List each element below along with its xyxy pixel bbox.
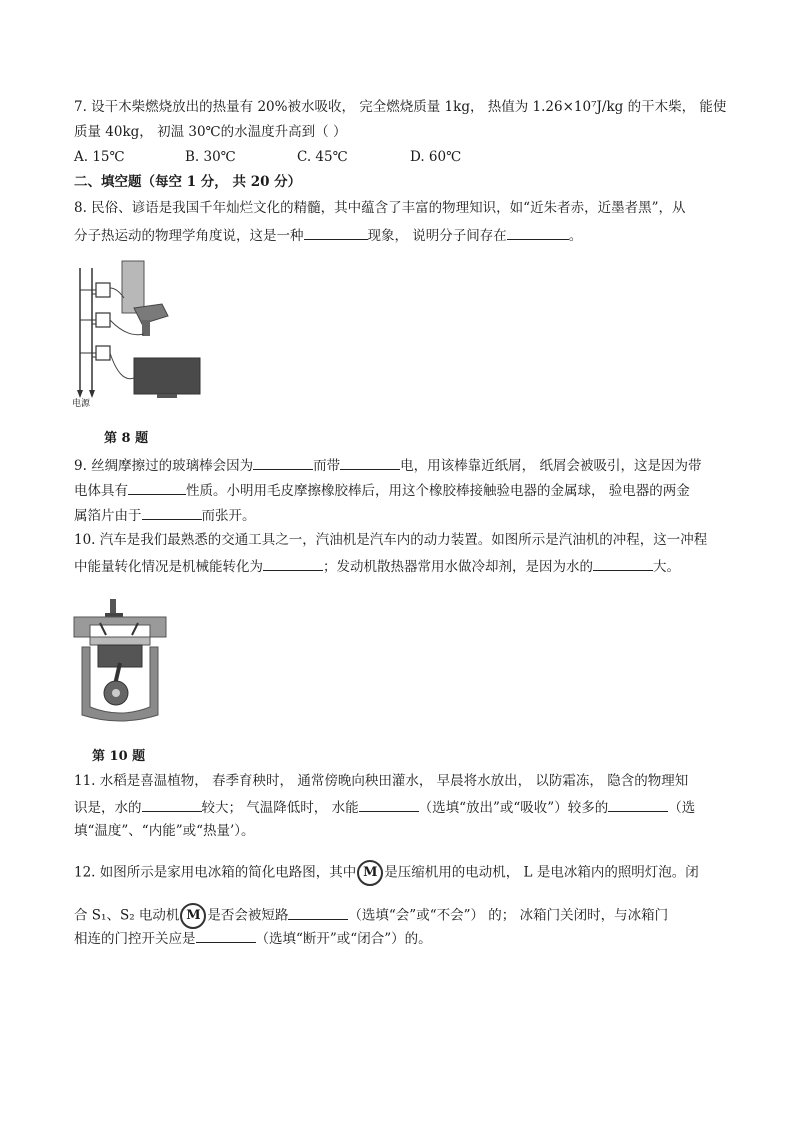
q11-text-a: 识是，水的 (74, 800, 142, 816)
q11-text-b: 较大； 气温降低时， 水能 (201, 800, 359, 816)
q12-text-e: （选填“会”或“不会”） 的； 冰箱门关闭时，与冰箱门 (348, 907, 669, 924)
q9-line1 (74, 455, 701, 475)
q12-text-a: 12. 如图所示是家用电冰箱的简化电路图，其中 (74, 864, 357, 881)
q9-text-f: 属箔片由于 (74, 508, 142, 524)
motor-symbol: M (180, 903, 206, 929)
q9-blank-1[interactable] (253, 455, 313, 470)
q9-blank-2[interactable] (340, 455, 400, 470)
q11-text-c: （选填“放出”或“吸收”）较多的 (418, 800, 609, 816)
q8-text-b: 现象， 说明分子间存在 (367, 228, 507, 244)
section-title: 二、填空题（每空 1 分， 共 20 分） (74, 174, 302, 190)
q12-text-c: 合 S₁、S₂ 电动机 (74, 907, 180, 924)
q12-text-f: 相连的门控开关应是 (74, 931, 196, 947)
q11-text-d: （选 (668, 800, 696, 816)
q10-text-a: 中能量转化情况是机械能转化为 (74, 559, 263, 575)
q10-text-b: ；发动机散热器常用水做冷却剂，是因为水的 (323, 559, 593, 575)
q7-option-b: B. 30℃ (185, 149, 236, 165)
q7-option-d: D. 60℃ (410, 149, 462, 165)
figure-10-caption: 第 10 题 (92, 749, 146, 764)
q8-line2 (74, 225, 582, 245)
q11-line1: 11. 水稻是喜温植物， 春季育秧时， 通常傍晚向秧田灌水， 早晨将水放出， 以防霜冻， 隐含的物理知 (74, 773, 689, 789)
q11-blank-3[interactable] (608, 797, 668, 812)
q9-blank-4[interactable] (142, 505, 202, 520)
q9-text-b: 而带 (313, 458, 341, 474)
q7-line1: 7. 设干木柴燃烧放出的热量有 20%被水吸收， 完全燃烧质量 1kg， 热值为 1.26×10⁷J/kg 的干木柴， 能使 (74, 99, 727, 115)
figure-10-engine (70, 597, 170, 722)
q8-blank-1[interactable] (304, 225, 368, 240)
q11-line3: 填“温度”、“内能”或“热量’）。 (74, 823, 255, 839)
q7-line2: 质量 40kg， 初温 30℃的水温度升高到（ ） (74, 124, 347, 140)
q9-text-c: 电，用该棒靠近纸屑， 纸屑会被吸引，这是因为带 (400, 458, 702, 474)
q10-blank-1[interactable] (263, 556, 323, 571)
q8-line1: 8. 民俗、谚语是我国千年灿烂文化的精髓，其中蕴含了丰富的物理知识，如“近朱者赤，近墨者黑”，从 (74, 200, 686, 216)
q10-blank-2[interactable] (593, 556, 653, 571)
q9-text-d: 电体具有 (74, 483, 128, 499)
q12-text-d: 是否会被短路 (207, 907, 289, 924)
q10-text-c: 大。 (653, 559, 680, 575)
q7-option-c: C. 45℃ (297, 149, 348, 165)
q9-line3 (74, 505, 256, 525)
q8-blank-2[interactable] (507, 225, 569, 240)
motor-symbol: M (357, 860, 383, 886)
q9-text-a: 9. 丝绸摩擦过的玻璃棒会因为 (74, 458, 254, 474)
q9-text-e: 性质。小明用毛皮摩擦橡胶棒后，用这个橡胶棒接触验电器的金属球， 验电器的两金 (186, 483, 690, 499)
q12-blank-1[interactable] (288, 905, 348, 920)
q9-text-g: 而张开。 (201, 508, 256, 524)
q12-blank-2[interactable] (196, 928, 256, 943)
q11-line2 (74, 797, 695, 817)
q11-blank-2[interactable] (359, 797, 419, 812)
figure-8-power-label: 电源 (72, 399, 91, 409)
q10-line1: 10. 汽车是我们最熟悉的交通工具之一，汽油机是汽车内的动力装置。如图所示是汽油机的冲程，这一冲程 (74, 532, 708, 548)
q12-text-b: 是压缩机用的电动机， L 是电冰箱内的照明灯泡。闭 (384, 864, 699, 881)
q9-blank-3[interactable] (128, 480, 186, 495)
figure-8-circuit (72, 258, 212, 408)
figure-8-caption: 第 8 题 (104, 431, 149, 446)
q12-text-g: （选填“断开”或“闭合”）的。 (255, 931, 432, 947)
q12-line2 (74, 903, 668, 929)
q8-text-a: 分子热运动的物理学角度说，这是一种 (74, 228, 304, 244)
q7-option-a: A. 15℃ (74, 149, 125, 165)
q12-line1 (74, 860, 699, 886)
q8-text-c: 。 (568, 228, 583, 244)
q10-line2 (74, 556, 680, 576)
q12-line3 (74, 928, 432, 948)
q11-blank-1[interactable] (142, 797, 202, 812)
q9-line2 (74, 480, 690, 500)
